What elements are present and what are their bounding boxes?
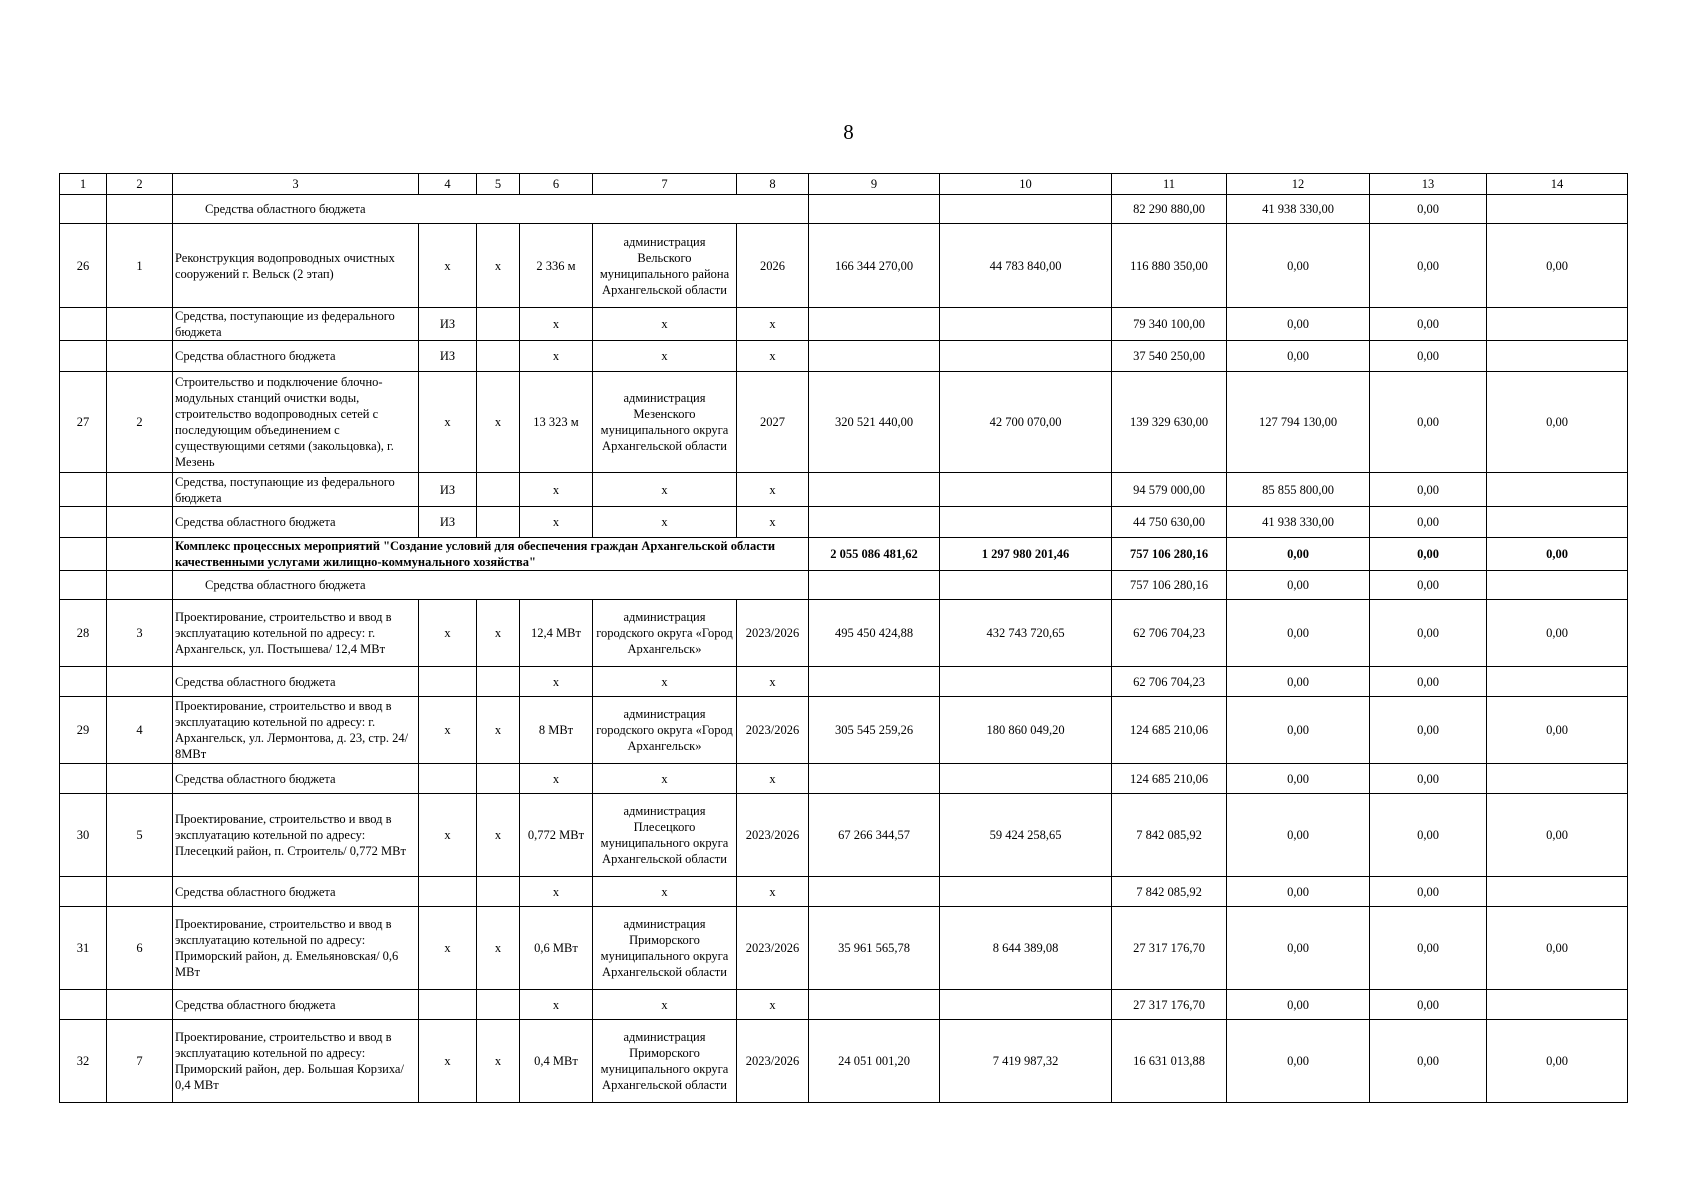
cell-c7: х [593, 990, 737, 1020]
amount-c12: 0,00 [1227, 794, 1370, 877]
cell-2 [107, 538, 173, 571]
amount-c13: 0,00 [1370, 507, 1487, 538]
column-header: 2 [107, 174, 173, 195]
column-header: 9 [809, 174, 940, 195]
funding-source-label: Средства областного бюджета [173, 990, 419, 1020]
amount-c12: 0,00 [1227, 697, 1370, 764]
funding-source-row [60, 571, 1628, 600]
amount-c12: 0,00 [1227, 907, 1370, 990]
cell-c4: ИЗ [419, 507, 477, 538]
cell-c8: 2023/2026 [737, 907, 809, 990]
cell-1 [60, 507, 107, 538]
amount-c14: 0,00 [1487, 697, 1628, 764]
amount-c13: 0,00 [1370, 195, 1487, 224]
amount-c13: 0,00 [1370, 473, 1487, 507]
budget-table [59, 173, 1628, 1103]
cell-c4 [419, 764, 477, 794]
funding-source-row [60, 507, 1628, 538]
amount-c10 [940, 195, 1112, 224]
amount-c11: 44 750 630,00 [1112, 507, 1227, 538]
table-row [60, 600, 1628, 667]
column-header: 10 [940, 174, 1112, 195]
amount-c11: 757 106 280,16 [1112, 538, 1227, 571]
cell-c6: 2 336 м [520, 224, 593, 308]
amount-c9: 320 521 440,00 [809, 372, 940, 473]
cell-c4 [419, 990, 477, 1020]
amount-c12: 41 938 330,00 [1227, 195, 1370, 224]
row-number: 29 [60, 697, 107, 764]
cell-c7: х [593, 507, 737, 538]
funding-source-row [60, 473, 1628, 507]
cell-c4: ИЗ [419, 473, 477, 507]
amount-c13: 0,00 [1370, 538, 1487, 571]
item-number: 6 [107, 907, 173, 990]
cell-1 [60, 571, 107, 600]
amount-c11: 27 317 176,70 [1112, 907, 1227, 990]
cell-c6: 0,772 МВт [520, 794, 593, 877]
amount-c12: 127 794 130,00 [1227, 372, 1370, 473]
cell-c8: х [737, 507, 809, 538]
item-description: Проектирование, строительство и ввод в эксплуатацию котельной по адресу: Приморский район, дер. Большая Корзиха/ 0,4 МВт [173, 1020, 419, 1103]
item-description: Строительство и подключение блочно-модульных станций очистки воды, строительство водопроводных сетей с последующим объединением с существующими сетями (закольцовка), г. Мезень [173, 372, 419, 473]
column-header: 11 [1112, 174, 1227, 195]
cell-c8: х [737, 341, 809, 372]
cell-c5: х [477, 372, 520, 473]
amount-c11: 37 540 250,00 [1112, 341, 1227, 372]
amount-c12: 0,00 [1227, 667, 1370, 697]
amount-c13: 0,00 [1370, 794, 1487, 877]
item-description: Реконструкция водопроводных очистных сооружений г. Вельск (2 этап) [173, 224, 419, 308]
cell-2 [107, 473, 173, 507]
funding-source-label: Средства областного бюджета [173, 341, 419, 372]
funding-source-label: Средства областного бюджета [173, 667, 419, 697]
cell-c7: х [593, 667, 737, 697]
cell-c5: х [477, 794, 520, 877]
amount-c9: 35 961 565,78 [809, 907, 940, 990]
amount-c14: 0,00 [1487, 372, 1628, 473]
funding-source-label: Средства, поступающие из федерального бюджета [173, 308, 419, 341]
amount-c12: 41 938 330,00 [1227, 507, 1370, 538]
row-number: 27 [60, 372, 107, 473]
column-header: 13 [1370, 174, 1487, 195]
cell-c6: х [520, 764, 593, 794]
cell-c5: х [477, 224, 520, 308]
amount-c9: 24 051 001,20 [809, 1020, 940, 1103]
column-header: 8 [737, 174, 809, 195]
item-number: 7 [107, 1020, 173, 1103]
amount-c13: 0,00 [1370, 877, 1487, 907]
amount-c11: 757 106 280,16 [1112, 571, 1227, 600]
amount-c14 [1487, 877, 1628, 907]
amount-c12: 0,00 [1227, 341, 1370, 372]
amount-c14 [1487, 667, 1628, 697]
amount-c14: 0,00 [1487, 907, 1628, 990]
amount-c11: 62 706 704,23 [1112, 667, 1227, 697]
amount-c11: 27 317 176,70 [1112, 990, 1227, 1020]
amount-c11: 16 631 013,88 [1112, 1020, 1227, 1103]
cell-2 [107, 877, 173, 907]
amount-c12: 0,00 [1227, 571, 1370, 600]
amount-c11: 124 685 210,06 [1112, 764, 1227, 794]
cell-c5: х [477, 600, 520, 667]
cell-1 [60, 195, 107, 224]
amount-c13: 0,00 [1370, 341, 1487, 372]
amount-c12: 0,00 [1227, 600, 1370, 667]
cell-c4: х [419, 372, 477, 473]
funding-source-row [60, 877, 1628, 907]
amount-c14 [1487, 990, 1628, 1020]
cell-c4: х [419, 1020, 477, 1103]
item-description: Проектирование, строительство и ввод в эксплуатацию котельной по адресу: Приморский район, д. Емельяновская/ 0,6 МВт [173, 907, 419, 990]
cell-1 [60, 473, 107, 507]
amount-c14 [1487, 764, 1628, 794]
amount-c10 [940, 473, 1112, 507]
column-header: 4 [419, 174, 477, 195]
column-header: 12 [1227, 174, 1370, 195]
cell-2 [107, 308, 173, 341]
table-row [60, 794, 1628, 877]
cell-c6: 13 323 м [520, 372, 593, 473]
amount-c13: 0,00 [1370, 600, 1487, 667]
item-description: Проектирование, строительство и ввод в эксплуатацию котельной по адресу: г. Архангельск, ул. Постышева/ 12,4 МВт [173, 600, 419, 667]
cell-c6: х [520, 507, 593, 538]
cell-c6: х [520, 667, 593, 697]
amount-c10: 1 297 980 201,46 [940, 538, 1112, 571]
cell-c5: х [477, 1020, 520, 1103]
table-row [60, 372, 1628, 473]
amount-c12: 0,00 [1227, 538, 1370, 571]
cell-c8: 2026 [737, 224, 809, 308]
cell-c5 [477, 667, 520, 697]
item-description: Проектирование, строительство и ввод в эксплуатацию котельной по адресу: Плесецкий район, п. Строитель/ 0,772 МВт [173, 794, 419, 877]
cell-c7: х [593, 308, 737, 341]
amount-c9: 305 545 259,26 [809, 697, 940, 764]
amount-c9: 2 055 086 481,62 [809, 538, 940, 571]
amount-c10: 42 700 070,00 [940, 372, 1112, 473]
amount-c11: 62 706 704,23 [1112, 600, 1227, 667]
amount-c9: 166 344 270,00 [809, 224, 940, 308]
amount-c9: 67 266 344,57 [809, 794, 940, 877]
amount-c13: 0,00 [1370, 990, 1487, 1020]
cell-c4: ИЗ [419, 308, 477, 341]
cell-c5: х [477, 697, 520, 764]
amount-c14: 0,00 [1487, 538, 1628, 571]
row-number: 32 [60, 1020, 107, 1103]
cell-c8: х [737, 990, 809, 1020]
cell-c5 [477, 764, 520, 794]
amount-c13: 0,00 [1370, 697, 1487, 764]
cell-c8: х [737, 764, 809, 794]
cell-c5 [477, 341, 520, 372]
funding-source-row [60, 764, 1628, 794]
amount-c11: 116 880 350,00 [1112, 224, 1227, 308]
amount-c9 [809, 473, 940, 507]
amount-c10: 7 419 987,32 [940, 1020, 1112, 1103]
cell-c5 [477, 990, 520, 1020]
cell-c5 [477, 473, 520, 507]
cell-c6: 12,4 МВт [520, 600, 593, 667]
row-number: 28 [60, 600, 107, 667]
amount-c14 [1487, 571, 1628, 600]
cell-c7: администрация Вельского муниципального района Архангельской области [593, 224, 737, 308]
amount-c11: 7 842 085,92 [1112, 794, 1227, 877]
funding-source-label: Средства областного бюджета [173, 507, 419, 538]
amount-c9 [809, 341, 940, 372]
amount-c9 [809, 308, 940, 341]
cell-2 [107, 667, 173, 697]
cell-c4: х [419, 600, 477, 667]
funding-source-row [60, 341, 1628, 372]
complex-row [60, 538, 1628, 571]
cell-c8: х [737, 877, 809, 907]
item-description: Проектирование, строительство и ввод в эксплуатацию котельной по адресу: г. Архангельск, ул. Лермонтова, д. 23, стр. 24/ 8МВт [173, 697, 419, 764]
funding-source-row [60, 667, 1628, 697]
cell-c7: администрация Приморского муниципального округа Архангельской области [593, 907, 737, 990]
amount-c13: 0,00 [1370, 372, 1487, 473]
amount-c10: 44 783 840,00 [940, 224, 1112, 308]
cell-c7: х [593, 473, 737, 507]
cell-c7: х [593, 877, 737, 907]
item-number: 5 [107, 794, 173, 877]
cell-c8: 2023/2026 [737, 697, 809, 764]
funding-source-label: Средства областного бюджета [173, 877, 419, 907]
cell-2 [107, 764, 173, 794]
cell-c7: администрация Плесецкого муниципального округа Архангельской области [593, 794, 737, 877]
amount-c11: 82 290 880,00 [1112, 195, 1227, 224]
cell-1 [60, 308, 107, 341]
amount-c10 [940, 764, 1112, 794]
header-row [60, 174, 1628, 195]
amount-c10: 432 743 720,65 [940, 600, 1112, 667]
cell-c6: х [520, 308, 593, 341]
amount-c9 [809, 877, 940, 907]
amount-c10 [940, 571, 1112, 600]
cell-c6: х [520, 990, 593, 1020]
amount-c10: 8 644 389,08 [940, 907, 1112, 990]
amount-c13: 0,00 [1370, 224, 1487, 308]
cell-c4: ИЗ [419, 341, 477, 372]
cell-c6: х [520, 877, 593, 907]
amount-c10 [940, 667, 1112, 697]
cell-c7: администрация Мезенского муниципального округа Архангельской области [593, 372, 737, 473]
column-header: 3 [173, 174, 419, 195]
cell-c7: х [593, 764, 737, 794]
cell-2 [107, 571, 173, 600]
cell-1 [60, 990, 107, 1020]
funding-source-label: Средства областного бюджета [173, 195, 809, 224]
amount-c14 [1487, 341, 1628, 372]
cell-c5 [477, 507, 520, 538]
amount-c13: 0,00 [1370, 764, 1487, 794]
cell-c5 [477, 877, 520, 907]
funding-source-row [60, 195, 1628, 224]
table-row [60, 697, 1628, 764]
amount-c14 [1487, 507, 1628, 538]
amount-c10: 59 424 258,65 [940, 794, 1112, 877]
cell-c5 [477, 308, 520, 341]
cell-c8: 2027 [737, 372, 809, 473]
amount-c11: 139 329 630,00 [1112, 372, 1227, 473]
cell-c6: 0,6 МВт [520, 907, 593, 990]
table-row [60, 907, 1628, 990]
amount-c10 [940, 877, 1112, 907]
item-number: 4 [107, 697, 173, 764]
page-number: 8 [843, 120, 854, 144]
amount-c13: 0,00 [1370, 667, 1487, 697]
funding-source-label: Средства, поступающие из федерального бюджета [173, 473, 419, 507]
cell-c8: х [737, 473, 809, 507]
funding-source-row [60, 990, 1628, 1020]
amount-c10 [940, 341, 1112, 372]
cell-c8: х [737, 667, 809, 697]
table-row [60, 224, 1628, 308]
amount-c9 [809, 764, 940, 794]
cell-c8: 2023/2026 [737, 600, 809, 667]
amount-c14: 0,00 [1487, 224, 1628, 308]
amount-c14 [1487, 473, 1628, 507]
amount-c9 [809, 507, 940, 538]
item-number: 1 [107, 224, 173, 308]
amount-c14: 0,00 [1487, 600, 1628, 667]
column-header: 6 [520, 174, 593, 195]
cell-2 [107, 990, 173, 1020]
amount-c10 [940, 308, 1112, 341]
amount-c10 [940, 990, 1112, 1020]
amount-c9 [809, 195, 940, 224]
amount-c12: 85 855 800,00 [1227, 473, 1370, 507]
cell-c7: х [593, 341, 737, 372]
cell-1 [60, 877, 107, 907]
complex-title: Комплекс процессных мероприятий "Создание условий для обеспечения граждан Архангельской области качественными услугами жилищно-коммунального хозяйства" [173, 538, 809, 571]
column-header: 14 [1487, 174, 1628, 195]
amount-c13: 0,00 [1370, 308, 1487, 341]
cell-2 [107, 341, 173, 372]
column-header: 7 [593, 174, 737, 195]
funding-source-row [60, 308, 1628, 341]
cell-c4: х [419, 907, 477, 990]
cell-2 [107, 195, 173, 224]
amount-c12: 0,00 [1227, 990, 1370, 1020]
cell-c7: администрация Приморского муниципального округа Архангельской области [593, 1020, 737, 1103]
amount-c11: 79 340 100,00 [1112, 308, 1227, 341]
cell-c4: х [419, 794, 477, 877]
cell-c6: 8 МВт [520, 697, 593, 764]
cell-c6: х [520, 473, 593, 507]
row-number: 30 [60, 794, 107, 877]
row-number: 26 [60, 224, 107, 308]
amount-c12: 0,00 [1227, 764, 1370, 794]
cell-c8: х [737, 308, 809, 341]
amount-c10 [940, 507, 1112, 538]
amount-c9 [809, 667, 940, 697]
amount-c9 [809, 990, 940, 1020]
amount-c11: 94 579 000,00 [1112, 473, 1227, 507]
table-body [60, 174, 1628, 1103]
amount-c13: 0,00 [1370, 571, 1487, 600]
cell-c8: 2023/2026 [737, 794, 809, 877]
amount-c11: 7 842 085,92 [1112, 877, 1227, 907]
cell-c4 [419, 667, 477, 697]
cell-c4: х [419, 697, 477, 764]
cell-c4 [419, 877, 477, 907]
cell-1 [60, 764, 107, 794]
amount-c12: 0,00 [1227, 224, 1370, 308]
cell-1 [60, 667, 107, 697]
amount-c14: 0,00 [1487, 794, 1628, 877]
cell-2 [107, 507, 173, 538]
amount-c14 [1487, 195, 1628, 224]
cell-c6: 0,4 МВт [520, 1020, 593, 1103]
funding-source-label: Средства областного бюджета [173, 571, 809, 600]
funding-source-label: Средства областного бюджета [173, 764, 419, 794]
column-header: 1 [60, 174, 107, 195]
amount-c12: 0,00 [1227, 1020, 1370, 1103]
row-number: 31 [60, 907, 107, 990]
amount-c14: 0,00 [1487, 1020, 1628, 1103]
amount-c12: 0,00 [1227, 308, 1370, 341]
table-row [60, 1020, 1628, 1103]
cell-c7: администрация городского округа «Город Архангельск» [593, 697, 737, 764]
amount-c9: 495 450 424,88 [809, 600, 940, 667]
cell-c8: 2023/2026 [737, 1020, 809, 1103]
amount-c13: 0,00 [1370, 907, 1487, 990]
amount-c14 [1487, 308, 1628, 341]
amount-c10: 180 860 049,20 [940, 697, 1112, 764]
amount-c9 [809, 571, 940, 600]
amount-c12: 0,00 [1227, 877, 1370, 907]
cell-c6: х [520, 341, 593, 372]
amount-c11: 124 685 210,06 [1112, 697, 1227, 764]
amount-c13: 0,00 [1370, 1020, 1487, 1103]
cell-c5: х [477, 907, 520, 990]
column-header: 5 [477, 174, 520, 195]
cell-1 [60, 538, 107, 571]
cell-1 [60, 341, 107, 372]
item-number: 3 [107, 600, 173, 667]
cell-c7: администрация городского округа «Город Архангельск» [593, 600, 737, 667]
item-number: 2 [107, 372, 173, 473]
cell-c4: х [419, 224, 477, 308]
